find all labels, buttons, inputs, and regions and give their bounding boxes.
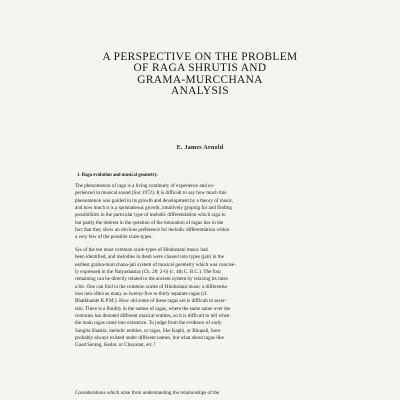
text-line: tain. There is a fluidity in the names of ragas, where the same name over the <box>75 305 231 312</box>
text-line: and how much it is a spontaneous growth, intuitively groping for and finding <box>75 205 232 212</box>
author-name: E. James Arnold <box>176 144 224 151</box>
text-line: earliest grama-murcchana-jati system of musical geometry which was concise- <box>75 261 236 268</box>
section-heading: 1. Raga evolution and musical geometry. <box>77 173 158 178</box>
paragraph-1 <box>75 183 340 242</box>
text-line: fact that they show an obvious preference for melodic differentiation within <box>75 227 230 234</box>
text-line: phenomenon was guided in its growth and development by a theory of music, <box>75 197 234 204</box>
text-line: ly expressed in the Natyashastra (Ch. 28: 2-6) (c. 4th C. B.C.). The four <box>75 269 222 276</box>
title-line: ANALYSIS <box>171 84 229 97</box>
text-line: remaining can be directly related to the ancient system by relaxing its rules <box>75 276 228 283</box>
text-line: the main ragas came into existence. To judge from the evidence of early <box>75 320 222 327</box>
text-line: The phenomenon of raga is a living continuity of experience and ex- <box>75 183 215 189</box>
article-title <box>60 52 340 97</box>
text-line: Considerations which arise from understanding the relationships of the <box>75 390 220 396</box>
text-line: Gaud Sarang, Kedar, or Chayanat, etc.? <box>75 342 156 349</box>
text-line: but partly the interest in the question of the intonation of ragas lies in the <box>75 219 224 226</box>
title-line: A PERSPECTIVE ON THE PROBLEM <box>102 51 298 63</box>
text-line: Bhatkhande K.P.M.). How old some of these ragas are is difficult to ascer- <box>75 298 227 305</box>
text-line: possibilities in the particular type of melodic differentiation which raga is: <box>75 212 227 219</box>
text-line: Six of the ten most common scale-types of Hindustani music had <box>75 247 208 253</box>
text-line: Sangita Shastra, melodic entities, or ragas, like Kaphi, or Bhupali, have <box>75 327 221 334</box>
paragraph-2 <box>75 247 340 350</box>
text-line: probably always existed under different names, but what about ragas like <box>75 335 224 342</box>
text-line: a bit. One can find in the common scales of Hindustani music a differentia- <box>75 283 229 290</box>
paragraph-3 <box>75 390 340 397</box>
text-line: centuries has denoted different musical entities, so it is difficult to tell when <box>75 313 230 320</box>
text-line: a very few of the possible scale-types. <box>75 234 153 241</box>
text-line: tion into often as many as twenty-five to thirty separate ragas (cf. <box>75 291 208 298</box>
title-line: OF RAGA SHRUTIS AND <box>133 62 267 75</box>
text-line: perienced in musical sound (Sur 1972). It is difficult to say how much this <box>75 190 227 197</box>
title-line: GRAMA-MURCCHANA <box>137 73 263 86</box>
text-line: been identified, and melodies in them were classed into types (jati) in the <box>75 254 224 261</box>
